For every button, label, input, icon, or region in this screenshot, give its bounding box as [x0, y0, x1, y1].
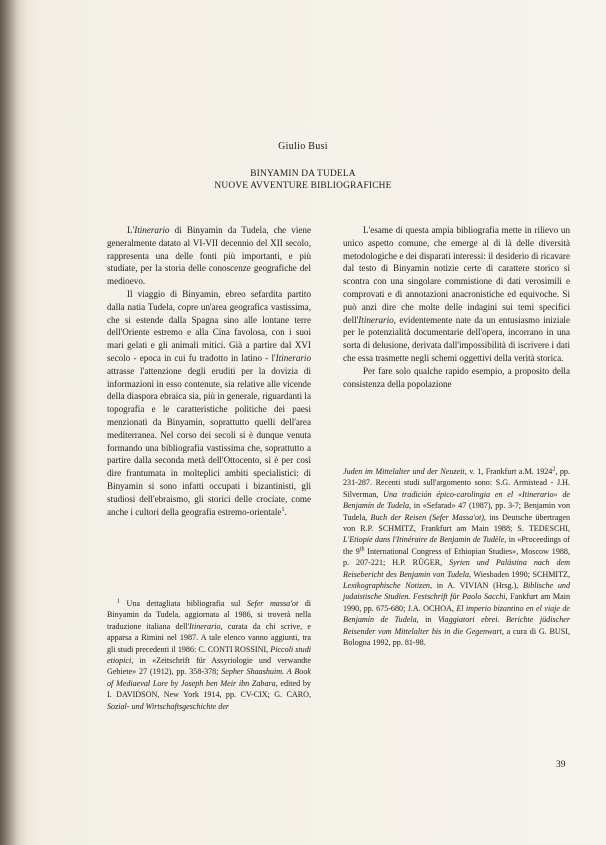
author-name: Giulio Busi — [278, 141, 328, 152]
article-title — [0, 168, 606, 192]
body-column-left — [107, 224, 311, 518]
title-line-1: BINYAMIN DA TUDELA — [250, 169, 356, 179]
binding-shadow — [0, 0, 26, 845]
left-paragraph-2: Il viaggio di Binyamin, ebreo sefardita partito dalla natia Tudela, copre un'area geografica vastissima, che si estende dalla Spagna sino alle lontane terre dell'Oriente estremo e alla Cina favolosa, con i suoi mari gelati e gli animali mitici. Già a partire dal XVI secolo - epoca in cui fu tradotto in latino - l'Itinerario attrasse l'attenzione degli eruditi per la dovizia di informazioni in esso contenute, sia relative alle vicende della diaspora ebraica sia, più in generale, riguardanti la topografia e le caratteristiche politiche dei paesi menzionati da Binyamin, soprattutto quelli dell'area mediterranea. Nel corso dei secoli si è dunque venuta formando una bibliografia vastissima che, soprattutto a partire dalla seconda metà dell'Ottocento, si è per così dire frantumata in molteplici ambiti specialistici: di Binyamin si sono infatti occupati i bizantinisti, gli studiosi dell'ebraismo, gli storici delle crociate, come anche i cultori della geografia estremo-orientale$^1$. — [107, 288, 311, 517]
body-column-right — [343, 224, 570, 390]
footnote-left — [107, 598, 311, 712]
footnote-1-continued: Juden im Mittelalter und der Neuzeit, v. 1, Frankfurt a.M. 1924$^2$, pp. 231-287. Recenti studi sull'argomento sono: S.G. Armistead - J.H. Silverman, Una tradición épico-carolingia en el «Itinerario» de Benjamín de Tudela, in «Sefarad» 47 (1987), pp. 3-7; Benjamin von Tudela, Buch der Reisen (Sefer Massa'ot), ins Deutsche übertragen von R.P. SCHMITZ, Frankfurt am Main 1988; S. TEDESCHI, L'Etiopie dans l'Itinéraire de Benjamin de Tudèle, in «Proceedings of the 9th International Congress of Ethiopian Studies», Moscow 1988, p. 207-221; H.P. RÜGER, Syrien und Palästina nach dem Reisebericht des Benjamin von Tudela, Wiesbaden 1990; SCHMITZ, Lexikographische Notizen, in A. VIVIAN (Hrsg.), Biblische und judaistische Studien. Festschrift für Paolo Sacchi, Fankfurt am Main 1990, pp. 675-680; J.A. OCHOA, El imperio bizantino en el viaje de Benjamín de Tudela, in Viaggiatori ebrei. Berichte jüdischer Reisender vom Mittelalter bis in die Gegenwart, a cura di G. BUSI, Bologna 1992, pp. 81-98. — [343, 466, 570, 648]
footnote-right — [343, 466, 570, 649]
right-paragraph-1: L'esame di questa ampia bibliografia mette in rilievo un unico aspetto comune, che emerge al di là delle diversità metodologiche e dei disparati interessi: il desiderio di ricavare dal testo di Binyamin notizie certe di carattere storico si scontra con una singolare commistione di dati verosimili e comprovati e di annotazioni anacronistiche ed equivoche. Si può anzi dire che molte delle indagini sui temi specifici dell'Itinerario, evidentemente nate da un entusiasmo iniziale per le potenzialità documentarie dell'opera, incorrano in una sorta di delusione, derivata dall'impossibilità di iscrivere i dati che essa trasmette negli schemi oggettivi della verità storica. — [343, 225, 570, 363]
right-paragraph-2: Per fare solo qualche rapido esempio, a proposito della consistenza della popolazione — [343, 365, 570, 389]
footnote-ref[interactable]: 1 — [281, 506, 285, 513]
left-paragraph-1: L'Itinerario di Binyamin da Tudela, che viene generalmente datato al VI-VII decennio del XII secolo, rappresenta una delle fonti più importanti, e più studiate, per la storia delle conoscenze geografiche del medioevo. — [107, 225, 311, 287]
footnote-1: $^1$ Una dettagliata bibliografia sul Sefer massa'ot di Binyamin da Tudela, aggiornata al 1986, si troverà nella traduzione italiana dell'Itinerario, curata da chi scrive, e apparsa a Rimini nel 1987. A tale elenco vanno aggiunti, tra gli studi precedenti il 1986: C. CONTI ROSSINI, Piccoli studi etiopici, in «Zeitschrift für Assyriologie und verwandte Gebiete» 27 (1912), pp. 358-378; Sepher Shaashuim. A Book of Mediaeval Lore by Joseph ben Meir ibn Zabara, edited by I. DAVIDSON, New York 1914, pp. CV-CIX; G. CARO, Sozial- und Wirtschaftsgeschichte der — [107, 598, 312, 711]
page-number: 39 — [556, 760, 566, 770]
title-line-2: NUOVE AVVENTURE BIBLIOGRAFICHE — [214, 181, 392, 191]
